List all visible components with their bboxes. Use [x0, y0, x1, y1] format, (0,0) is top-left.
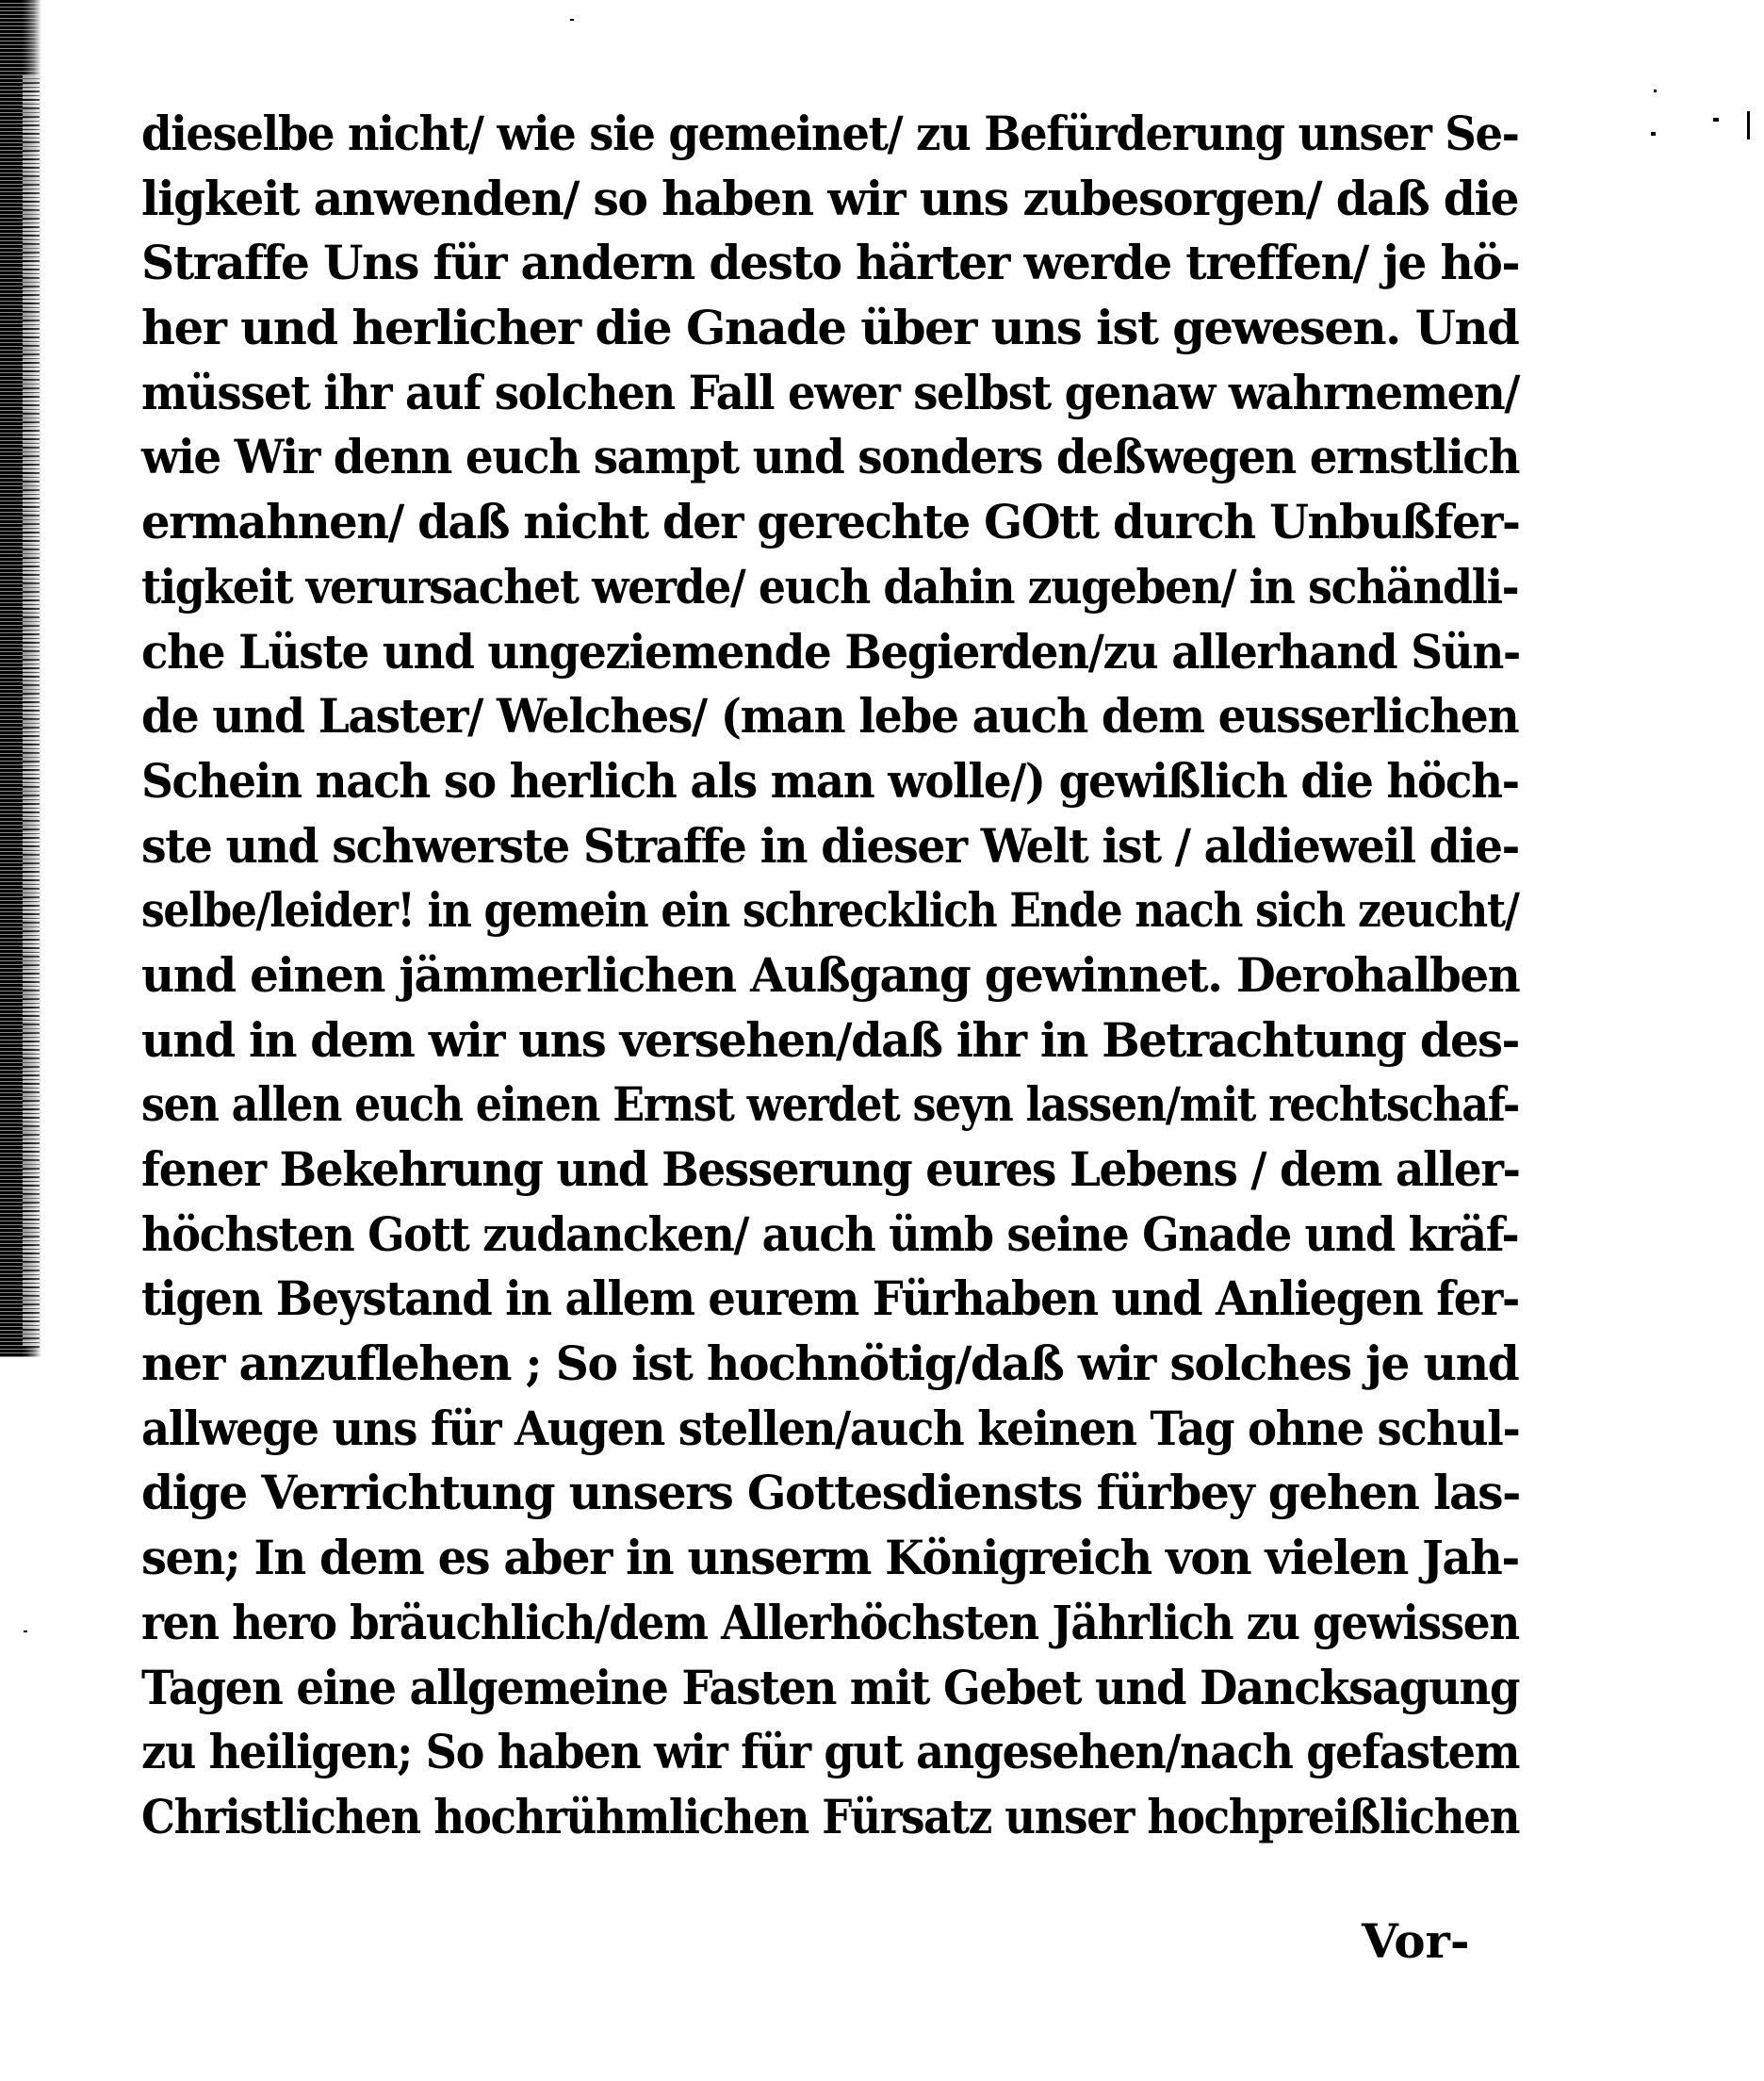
text-line: ste und schwerste Straffe in dieser Welt ist / aldieweil die- — [141, 817, 1519, 874]
text-line: ren hero bräuchlich/dem Allerhöchsten Jährlich zu gewissen — [141, 1594, 1519, 1650]
text-line: Christlichen hochrühmlichen Fürsatz unser hochpreißlichen — [141, 1788, 1520, 1844]
text-line: und in dem wir uns versehen/daß ihr in Betrachtung des- — [141, 1011, 1519, 1068]
text-line: selbe/leider! in gemein ein schrecklich Ende nach sich zeucht/ — [141, 882, 1519, 939]
text-line: de und Laster/ Welches/ (man lebe auch dem eusserlichen — [141, 688, 1519, 745]
text-line: sen allen euch einen Ernst werdet seyn lassen/mit rechtschaf- — [141, 1076, 1519, 1133]
catchword: Vor- — [1362, 1913, 1470, 1969]
text-line: müsset ihr auf solchen Fall ewer selbst genaw wahrnemen/ — [141, 364, 1519, 420]
scan-speck — [1713, 118, 1719, 122]
scan-speck — [1654, 90, 1657, 92]
book-binding-edge — [0, 0, 41, 1357]
text-line: tigkeit verursachet werde/ euch dahin zugeben/ in schändli- — [141, 558, 1519, 614]
text-line: allwege uns für Augen stellen/auch keinen Tag ohne schul- — [141, 1400, 1520, 1456]
text-line: und einen jämmerlichen Außgang gewinnet. Derohalben — [141, 946, 1520, 1003]
scan-speck — [1651, 132, 1656, 136]
scan-speck — [24, 1630, 27, 1632]
text-line: ner anzuflehen ; So ist hochnötig/daß wir solches je und — [141, 1335, 1519, 1392]
text-line: tigen Beystand in allem eurem Fürhaben und Anliegen fer- — [141, 1270, 1519, 1327]
text-line: Straffe Uns für andern desto härter werde treffen/ je hö- — [141, 235, 1520, 291]
text-line: che Lüste und ungeziemende Begierden/zu allerhand Sün- — [141, 623, 1520, 680]
text-line: höchsten Gott zudancken/ auch ümb seine Gnade und kräf- — [141, 1205, 1519, 1262]
scan-speck — [1747, 111, 1750, 139]
text-line: her und herlicher die Gnade über uns ist gewesen. Und — [141, 300, 1519, 356]
text-line: ermahnen/ daß nicht der gerechte GOtt durch Unbußfer- — [141, 494, 1520, 550]
text-line: dige Verrichtung unsers Gottesdiensts fürbey gehen las- — [141, 1465, 1520, 1521]
text-line: Schein nach so herlich als man wolle/) gewißlich die höch- — [141, 752, 1519, 809]
text-line: Tagen eine allgemeine Fasten mit Gebet und Dancksagung — [141, 1659, 1520, 1715]
scan-speck — [570, 19, 574, 21]
text-line: ligkeit anwenden/ so haben wir uns zubesorgen/ daß die — [141, 170, 1519, 226]
text-line: sen; In dem es aber in unserm Königreich von vielen Jah- — [141, 1530, 1519, 1586]
text-line: dieselbe nicht/ wie sie gemeinet/ zu Befürderung unser Se- — [141, 106, 1519, 161]
page-body-text — [141, 102, 1519, 1850]
text-line: wie Wir denn euch sampt und sonders deßwegen ernstlich — [141, 429, 1520, 485]
text-line: zu heiligen; So haben wir für gut angesehen/nach gefastem — [141, 1724, 1520, 1780]
text-line: fener Bekehrung und Besserung eures Lebens / dem aller- — [141, 1141, 1520, 1197]
